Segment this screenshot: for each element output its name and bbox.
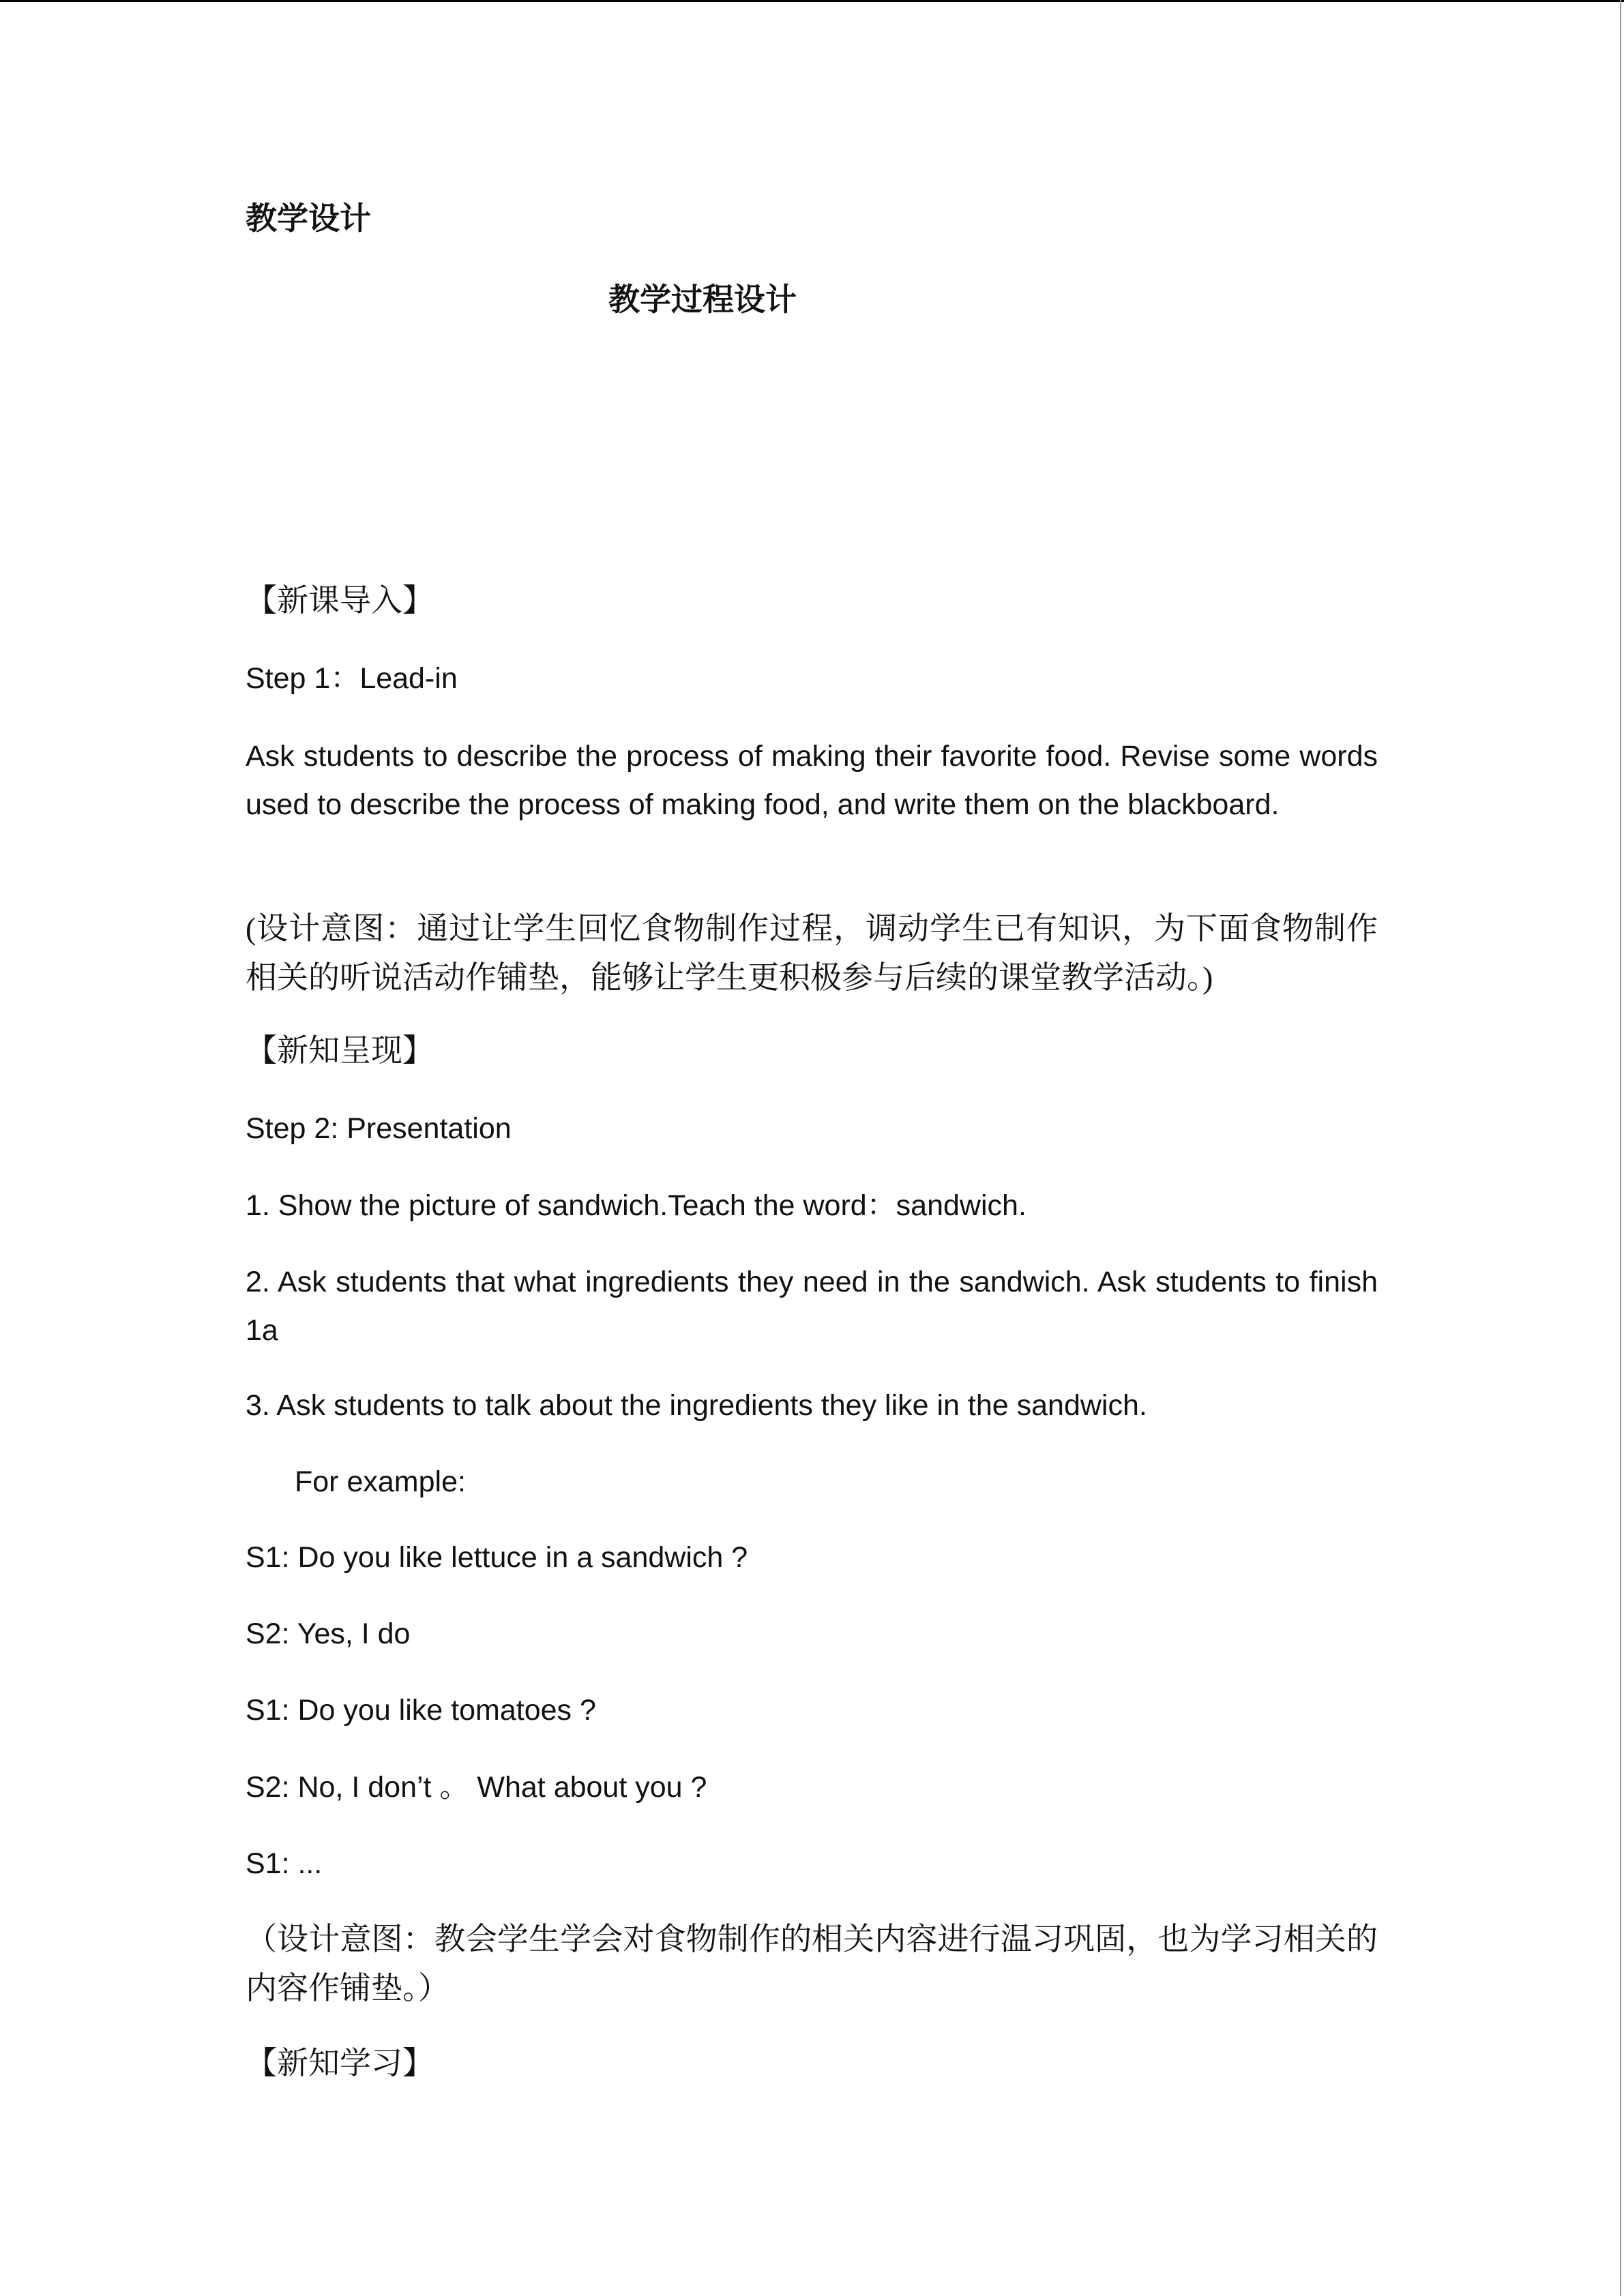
step1-body: Ask students to describe the process of making their favorite food. Revise some words used to describe the process of making food, and write them on the blackboard. xyxy=(246,740,1378,821)
step2-intent: （设计意图：教会学生学会对食物制作的相关内容进行温习巩固，也为学习相关的内容作铺垫。） xyxy=(246,1922,1378,2006)
section-label-presentation: 【新知呈现】 xyxy=(246,1033,434,1068)
dialogue-line-5: S1: ... xyxy=(246,1847,323,1880)
step2-item-1: 1. Show the picture of sandwich.Teach the word：sandwich. xyxy=(246,1189,1027,1222)
step2-item-3: 3. Ask students to talk about the ingredients they like in the sandwich. xyxy=(246,1389,1147,1422)
dialogue-line-1: S1: Do you like lettuce in a sandwich ? xyxy=(246,1541,748,1574)
step2-item-2: 2. Ask students that what ingredients they need in the sandwich. Ask students to finish 1a xyxy=(246,1266,1378,1347)
doc-subtitle: 教学过程设计 xyxy=(608,282,797,317)
doc-heading: 教学设计 xyxy=(246,201,371,236)
example-label: For example: xyxy=(295,1465,466,1498)
page-top-border xyxy=(0,0,1624,2)
dialogue-line-4: S2: No, I don’t 。 What about you ? xyxy=(246,1771,707,1804)
section-label-learning: 【新知学习】 xyxy=(246,2046,434,2081)
step2-title: Step 2: Presentation xyxy=(246,1112,512,1145)
dialogue-line-3: S1: Do you like tomatoes ? xyxy=(246,1694,596,1727)
step1-intent: (设计意图：通过让学生回忆食物制作过程，调动学生已有知识，为下面食物制作相关的听说活动作铺垫，能够让学生更积极参与后续的课堂教学活动。) xyxy=(246,911,1378,995)
dialogue-line-2: S2: Yes, I do xyxy=(246,1617,411,1650)
step1-title: Step 1：Lead-in xyxy=(246,662,458,695)
section-label-intro: 【新课导入】 xyxy=(246,583,434,618)
page-right-border xyxy=(1620,0,1621,2296)
